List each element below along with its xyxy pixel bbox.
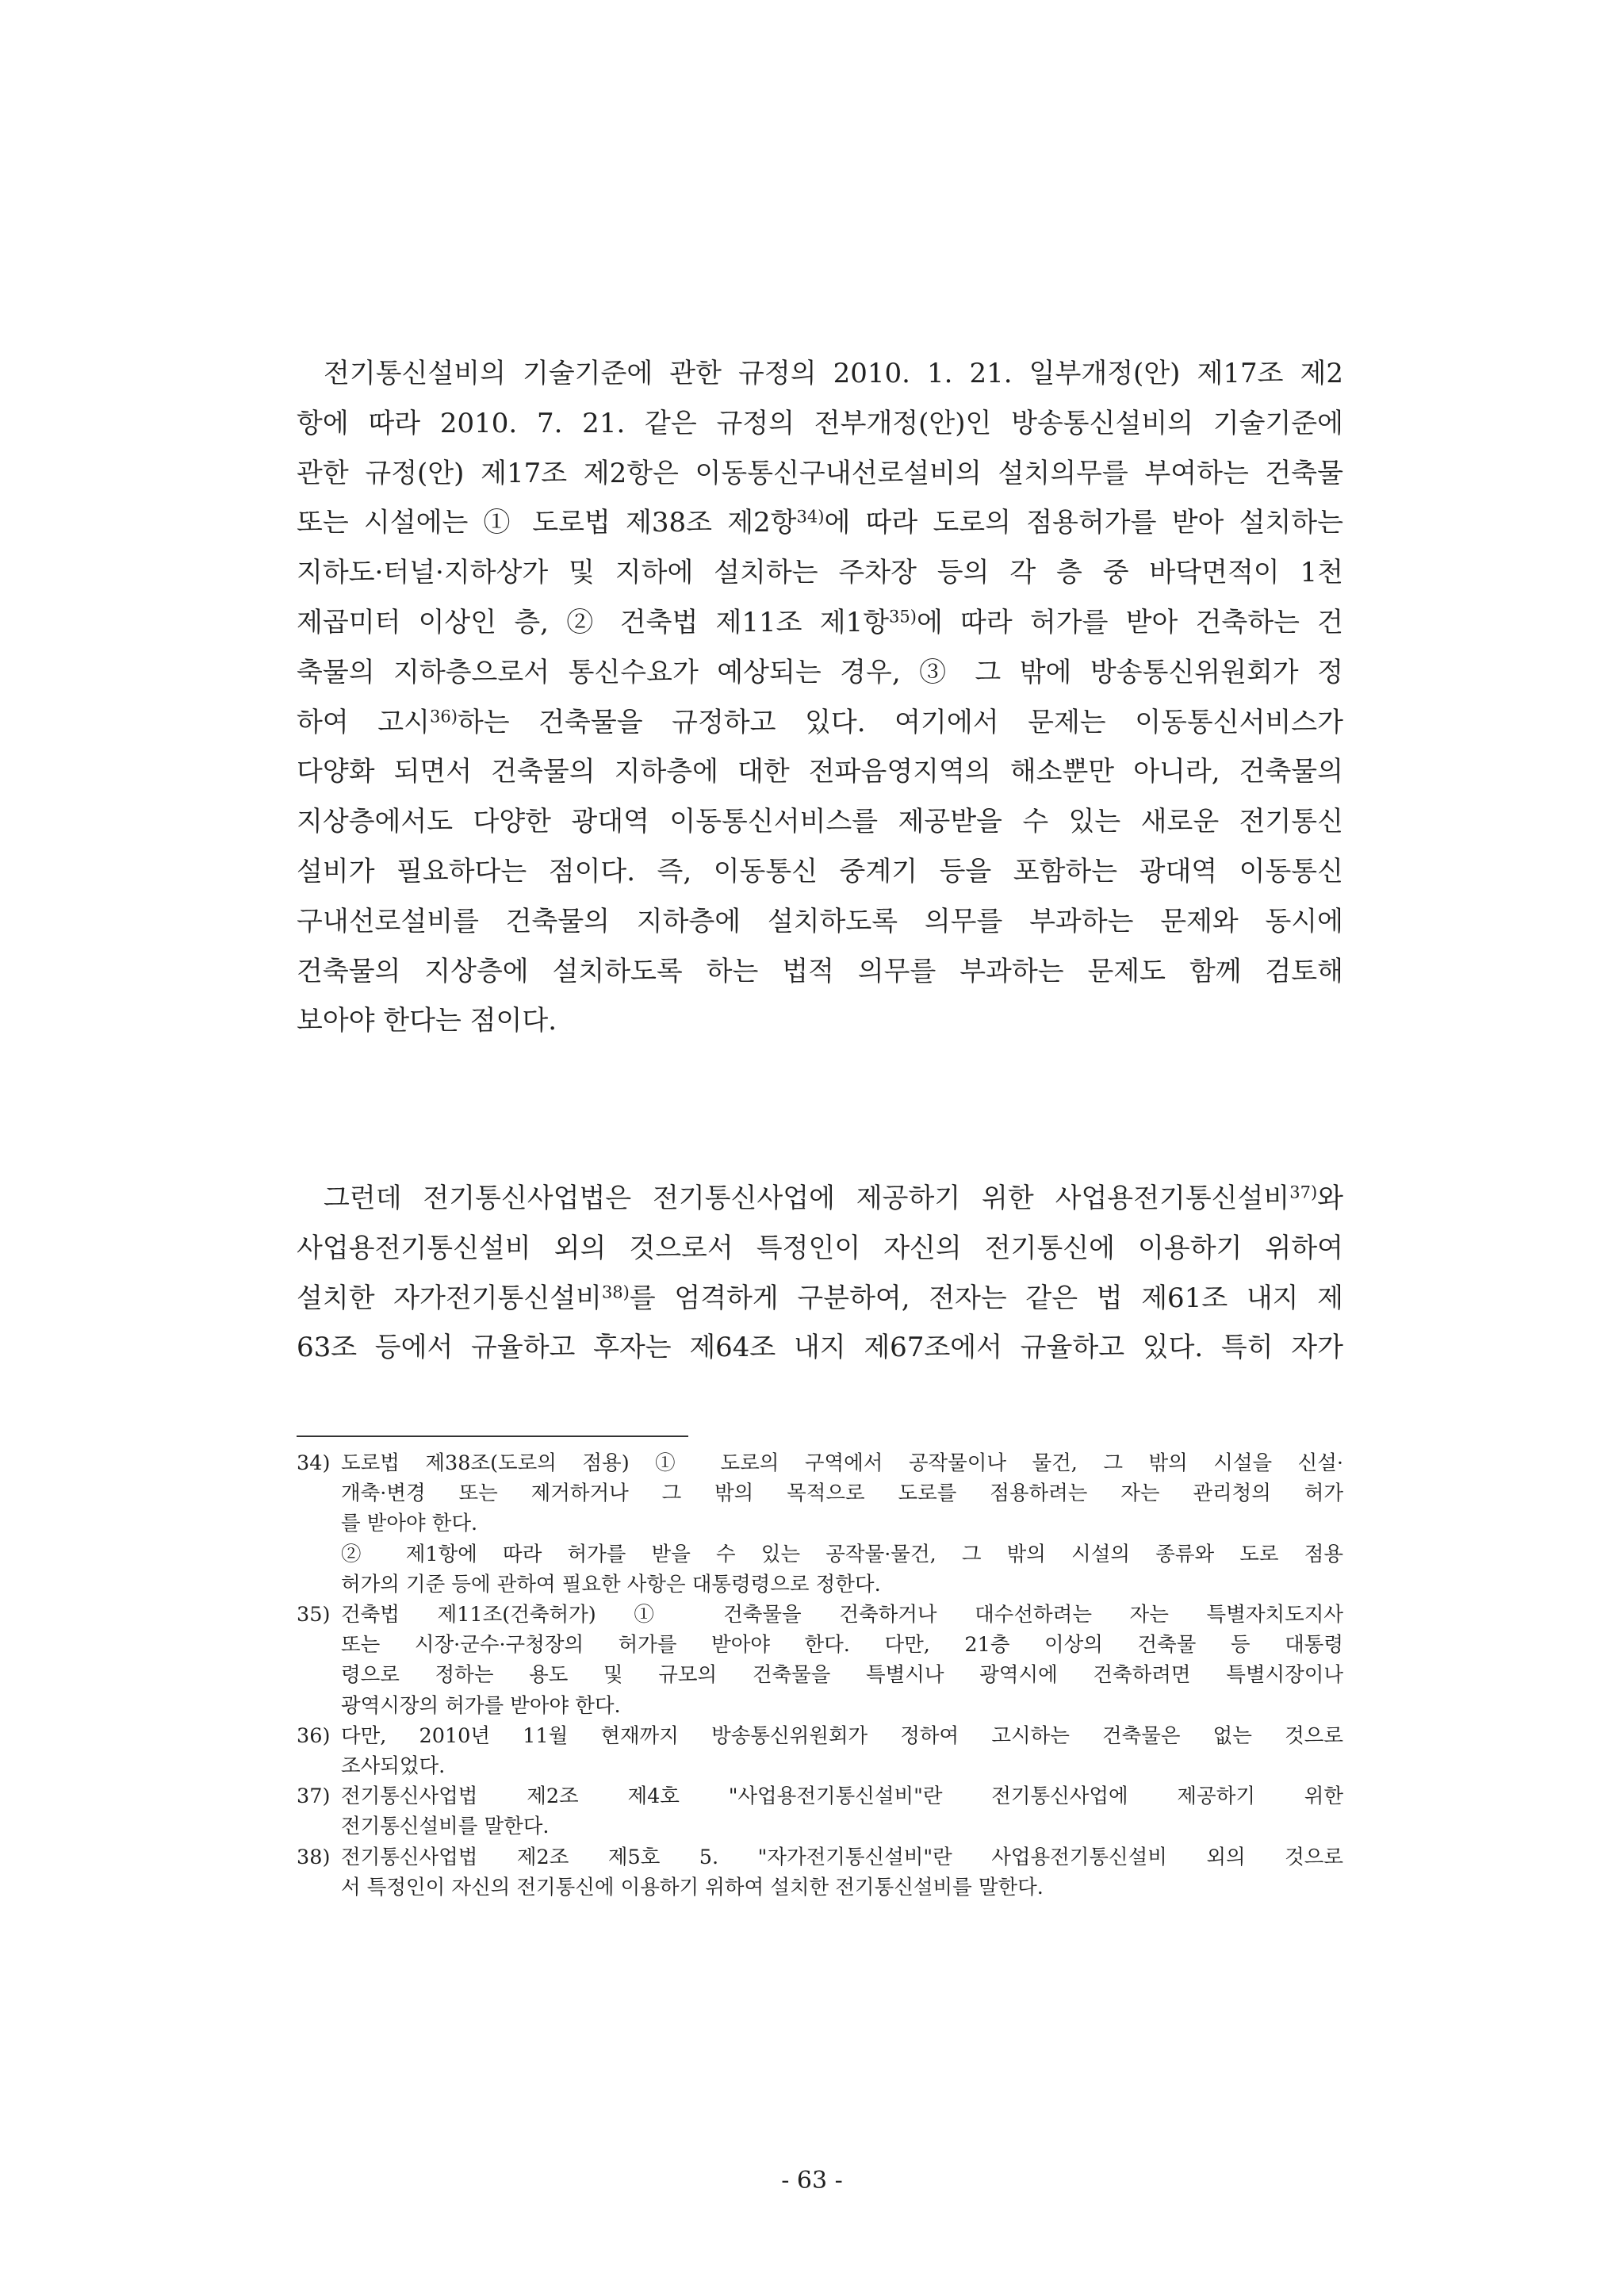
footnote-line: 를 받아야 한다.	[341, 1512, 478, 1536]
page-number: - 63 -	[781, 2167, 843, 2194]
paragraph-line: 63조 등에서 규율하고 후자는 제64조 내지 제67조에서 규율하고 있다. 특히 자가	[297, 1332, 1343, 1364]
paragraph-text: 와	[1317, 1182, 1343, 1214]
paragraph-line: 다양화 되면서 건축물의 지하층에 대한 전파음영지역의 해소뿐만 아니라, 건축물의	[297, 756, 1343, 788]
paragraph-text: 하여 고시	[297, 706, 430, 738]
paragraph-text: 제곱미터 이상인 층, ② 건축법 제11조 제1항	[297, 606, 890, 638]
footnote-line: 서 특정인이 자신의 전기통신에 이용하기 위하여 설치한 전기통신설비를 말한다.	[341, 1875, 1044, 1899]
paragraph-text: 또는 시설에는 ① 도로법 제38조 제2항	[297, 507, 797, 539]
paragraph-line: 구내선로설비를 건축물의 지하층에 설치하도록 의무를 부과하는 문제와 동시에	[297, 905, 1343, 937]
paragraph-line	[297, 698, 1343, 748]
footnote-number: 36)	[297, 1723, 331, 1748]
paragraph-text: 를 엄격하게 구분하여, 전자는 같은 법 제61조 내지 제	[629, 1282, 1343, 1314]
paragraph-line	[297, 598, 1343, 648]
footnote-line: 전기통신사업법 제2조 제4호 "사업용전기통신설비"란 전기통신사업에 제공하기 위한	[341, 1784, 1343, 1809]
footnote-35	[297, 1600, 1343, 1721]
footnote-line: 건축법 제11조(건축허가) ① 건축물을 건축하거나 대수선하려는 자는 특별자치도지사	[341, 1603, 1343, 1627]
paragraph-line	[297, 1174, 1343, 1224]
footnote-line: 전기통신사업법 제2조 제5호 5. "자가전기통신설비"란 사업용전기통신설비 외의 것으로	[341, 1845, 1343, 1869]
paragraph-line: 관한 규정(안) 제17조 제2항은 이동통신구내선로설비의 설치의무를 부여하는 건축물	[297, 457, 1343, 489]
footnote-number: 37)	[297, 1784, 331, 1809]
footnotes	[297, 1448, 1343, 1903]
paragraph-text: 하는 건축물을 규정하고 있다. 여기에서 문제는 이동통신서비스가	[457, 706, 1343, 738]
paragraph-line: 설비가 필요하다는 점이다. 즉, 이동통신 중계기 등을 포함하는 광대역 이동통신	[297, 855, 1343, 887]
footnote-line: 조사되었다.	[341, 1754, 446, 1779]
paragraph-line: 사업용전기통신설비 외의 것으로서 특정인이 자신의 전기통신에 이용하기 위하여	[297, 1232, 1343, 1264]
paragraph-text: 설치한 자가전기통신설비	[297, 1282, 602, 1314]
footnote-ref-38: 38)	[601, 1282, 630, 1302]
footnote-ref-37: 37)	[1289, 1182, 1318, 1202]
footnote-37	[297, 1781, 1343, 1842]
body-paragraph-2	[297, 1174, 1343, 1373]
footnote-ref-36: 36)	[429, 707, 458, 726]
footnote-line: 령으로 정하는 용도 및 규모의 건축물을 특별시나 광역시에 건축하려면 특별시장이나	[341, 1663, 1343, 1688]
paragraph-line: 항에 따라 2010. 7. 21. 같은 규정의 전부개정(안)인 방송통신설비의 기술기준에	[297, 407, 1343, 439]
paragraph-line: 지상층에서도 다양한 광대역 이동통신서비스를 제공받을 수 있는 새로운 전기통신	[297, 806, 1343, 838]
footnote-line: ② 제1항에 따라 허가를 받을 수 있는 공작물·물건, 그 밖의 시설의 종류와 도로 점용	[341, 1542, 1343, 1566]
body-paragraph-1	[297, 349, 1343, 1046]
footnote-line: 개축·변경 또는 제거하거나 그 밖의 목적으로 도로를 점용하려는 자는 관리청의 허가	[341, 1481, 1343, 1506]
footnote-number: 38)	[297, 1845, 331, 1869]
paragraph-line	[297, 1274, 1343, 1324]
footnote-line: 다만, 2010년 11월 현재까지 방송통신위원회가 정하여 고시하는 건축물은 없는 것으로	[341, 1723, 1343, 1748]
paragraph-line: 축물의 지하층으로서 통신수요가 예상되는 경우, ③ 그 밖에 방송통신위원회가 정	[297, 656, 1343, 688]
paragraph-line: 보아야 한다는 점이다.	[297, 1005, 557, 1037]
footnote-38	[297, 1842, 1343, 1903]
paragraph-line: 건축물의 지상층에 설치하도록 하는 법적 의무를 부과하는 문제도 함께 검토해	[297, 955, 1343, 987]
footnote-ref-35: 35)	[889, 607, 917, 627]
footnote-number: 34)	[297, 1451, 331, 1475]
paragraph-text: 에 따라 도로의 점용허가를 받아 설치하는	[824, 507, 1343, 539]
paragraph-line: 전기통신설비의 기술기준에 관한 규정의 2010. 1. 21. 일부개정(안) 제17조 제2	[324, 358, 1343, 389]
footnote-line: 허가의 기준 등에 관하여 필요한 사항은 대통령령으로 정한다.	[341, 1572, 881, 1596]
footnote-number: 35)	[297, 1603, 331, 1627]
footnote-line: 또는 시장·군수·구청장의 허가를 받아야 한다. 다만, 21층 이상의 건축물 등 대통령	[341, 1633, 1343, 1658]
footnote-ref-34: 34)	[796, 507, 825, 527]
paragraph-text: 그런데 전기통신사업법은 전기통신사업에 제공하기 위한 사업용전기통신설비	[324, 1182, 1290, 1214]
footnote-34	[297, 1448, 1343, 1600]
footnote-line: 전기통신설비를 말한다.	[341, 1815, 550, 1839]
paragraph-line: 지하도·터널·지하상가 및 지하에 설치하는 주차장 등의 각 층 중 바닥면적이 1천	[297, 557, 1343, 589]
paragraph-line	[297, 498, 1343, 548]
footnote-line: 도로법 제38조(도로의 점용) ① 도로의 구역에서 공작물이나 물건, 그 밖의 시설을 신설·	[341, 1451, 1343, 1475]
footnote-36	[297, 1721, 1343, 1781]
paragraph-text: 에 따라 허가를 받아 건축하는 건	[916, 606, 1343, 638]
footnote-line: 광역시장의 허가를 받아야 한다.	[341, 1693, 621, 1718]
footnote-separator	[297, 1435, 688, 1437]
